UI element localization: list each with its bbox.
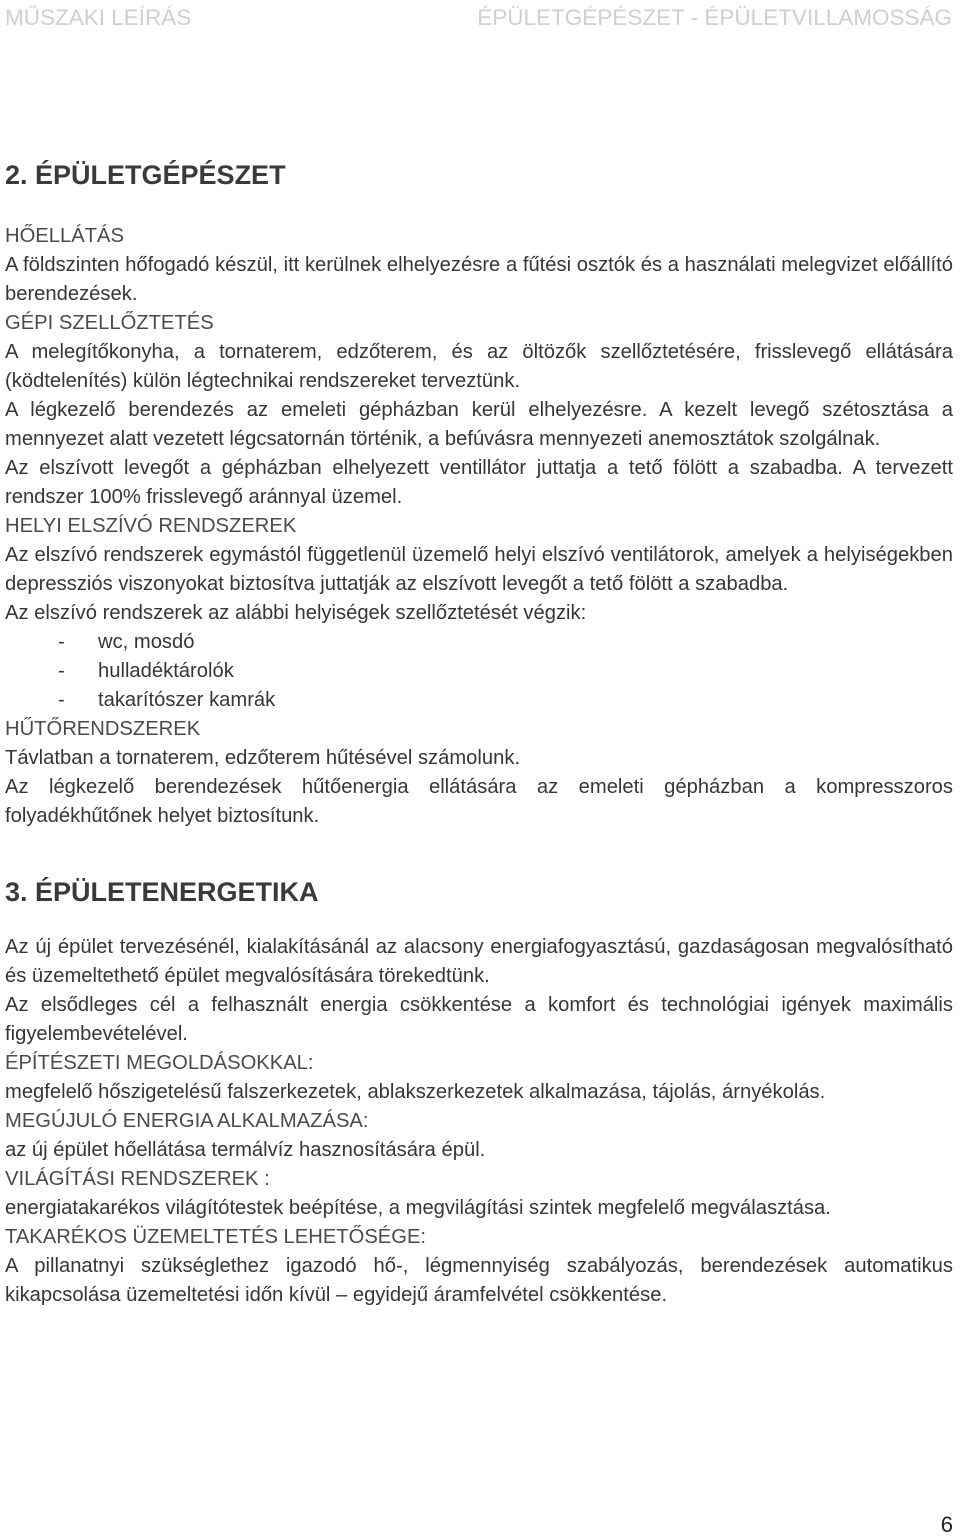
heading-hoellatas: HŐELLÁTÁS — [5, 225, 124, 247]
list-item: - takarítószer kamrák — [58, 689, 276, 711]
page-number: 6 — [940, 1512, 953, 1537]
paragraph: Az elszívó rendszerek az alábbi helyiségek szellőztetését végzik: — [5, 602, 587, 624]
paragraph: A légkezelő berendezés az emeleti gépházban kerül elhelyezésre. A kezelt levegő szétosztása a mennyezet alatt vezetett légcsatornán történik, a befúvásra mennyezeti anemosztátok szolgálnak. — [5, 399, 953, 450]
page-header — [0, 4, 960, 32]
paragraph: Az elszívó rendszerek egymástól függetlenül üzemelő helyi elszívó ventilátorok, amelyek a helyiségekben depressziós viszonyokat biztosítva juttatják az elszívott levegőt a tető fölött a szabadba. — [5, 544, 953, 595]
heading-hutorendszerek: HŰTŐRENDSZEREK — [5, 718, 201, 740]
paragraph: energiatakarékos világítótestek beépítése, a megvilágítási szintek megfelelő megválasztása. — [5, 1197, 831, 1219]
paragraph: Távlatban a tornaterem, edzőterem hűtésével számolunk. — [5, 747, 521, 769]
heading-takarekos: TAKARÉKOS ÜZEMELTETÉS LEHETŐSÉGE: — [5, 1226, 427, 1248]
heading-epiteszeti: ÉPÍTÉSZETI MEGOLDÁSOKKAL: — [5, 1052, 314, 1074]
paragraph: Az légkezelő berendezések hűtőenergia ellátására az emeleti gépházban a kompresszoros folyadékhűtőnek helyet biztosítunk. — [5, 776, 953, 827]
paragraph: Az elsődleges cél a felhasznált energia csökkentése a komfort és technológiai igények maximális figyelembevételével. — [5, 994, 953, 1045]
heading-gepi-szellozes: GÉPI SZELLŐZTETÉS — [5, 312, 214, 334]
section-3-title: 3. ÉPÜLETENERGETIKA — [5, 877, 319, 907]
heading-helyi-elszivo: HELYI ELSZÍVÓ RENDSZEREK — [5, 515, 297, 537]
list-item: - wc, mosdó — [58, 631, 195, 653]
paragraph: Az elszívott levegőt a gépházban elhelyezett ventillátor juttatja a tető fölött a szabadba. A tervezett rendszer 100% frisslevegő aránnyal üzemel. — [5, 457, 953, 508]
paragraph: Az új épület tervezésénél, kialakításánál az alacsony energiafogyasztású, gazdaságosan megvalósítható és üzemeltethető épület megvalósítására törekedtünk. — [5, 936, 953, 987]
paragraph: megfelelő hőszigetelésű falszerkezetek, ablakszerkezetek alkalmazása, tájolás, árnyékolás. — [5, 1081, 826, 1103]
list-item: - hulladéktárolók — [58, 660, 234, 682]
header-left: MŰSZAKI LEÍRÁS — [5, 5, 192, 30]
paragraph: A földszinten hőfogadó készül, itt kerülnek elhelyezésre a fűtési osztók és a használati melegvizet előállító berendezések. — [5, 254, 953, 305]
header-right: ÉPÜLETGÉPÉSZET - ÉPÜLETVILLAMOSSÁG — [477, 5, 952, 30]
paragraph: A pillanatnyi szükséglethez igazodó hő-, légmennyiség szabályozás, berendezések automatikus kikapcsolása üzemeltetési időn kívül – egyidejű áramfelvétel csökkentése. — [5, 1255, 953, 1306]
heading-megujulo: MEGÚJULÓ ENERGIA ALKALMAZÁSA: — [5, 1110, 369, 1132]
section-2-title: 2. ÉPÜLETGÉPÉSZET — [5, 160, 286, 190]
paragraph: az új épület hőellátása termálvíz hasznosítására épül. — [5, 1139, 486, 1161]
document-body — [5, 158, 953, 1310]
heading-vilagitasi: VILÁGÍTÁSI RENDSZEREK : — [5, 1168, 270, 1190]
paragraph: A melegítőkonyha, a tornaterem, edzőterem, és az öltözők szellőztetésére, frisslevegő ellátására (ködtelenítés) külön légtechnikai rendszereket terveztünk. — [5, 341, 953, 392]
